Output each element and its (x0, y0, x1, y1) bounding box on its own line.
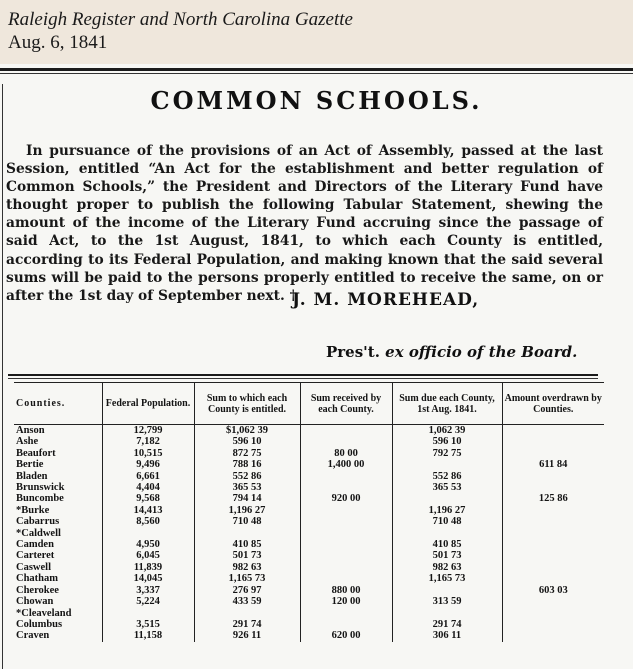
county-name-cell: *Caldwell (16, 527, 61, 539)
table-row (14, 459, 604, 470)
value-cell: 9,496 (102, 459, 194, 470)
table-row (14, 550, 604, 561)
value-cell: 982 63 (194, 562, 300, 573)
value-cell (300, 573, 392, 584)
value-cell: 120 00 (300, 596, 392, 607)
value-cell: 433 59 (194, 596, 300, 607)
table-row (14, 516, 604, 527)
table-row (14, 608, 604, 619)
article-body: In pursuance of the provisions of an Act of Assembly, passed at the last Session, entitled “An Act for the establishment and better regulation of Common Schools,” the President and Directors of the Literary Fund have thought proper to publish the following Tabular Statement, shewing the amount of the income of the Literary Fund accruing since the passage of said Act, to the 1st August, 1841, to which each County is entitled, according to its Federal Population, and making known that the said several sums will be paid to the persons properly entitled to receive the same, on or after the 1st day of September next. † (6, 143, 603, 304)
table-row (14, 505, 604, 516)
table-rule-thin (8, 378, 598, 379)
value-cell: 313 59 (392, 596, 502, 607)
caption-box (0, 0, 633, 64)
value-cell: 710 48 (392, 516, 502, 527)
county-name-cell: Cabarrus (16, 516, 60, 528)
newspaper-clipping (0, 64, 633, 669)
county-name-cell: Camden (16, 539, 54, 551)
county-name-cell: Buncombe (16, 493, 64, 505)
county-name-cell: Cherokee (16, 584, 59, 596)
table-row (14, 436, 604, 447)
table-row (14, 448, 604, 459)
value-cell: 3,515 (102, 619, 194, 630)
value-cell (300, 505, 392, 516)
value-cell: 11,839 (102, 562, 194, 573)
value-cell (502, 448, 604, 459)
value-cell: 6,661 (102, 471, 194, 482)
column-header: Sum due each County, 1st Aug. 1841. (392, 383, 502, 425)
table-row (14, 573, 604, 584)
value-cell (300, 425, 392, 437)
value-cell (300, 562, 392, 573)
caption-date: Aug. 6, 1841 (8, 32, 108, 53)
value-cell (502, 630, 604, 641)
table-row (14, 471, 604, 482)
table-row (14, 539, 604, 550)
value-cell: 788 16 (194, 459, 300, 470)
table-row (14, 585, 604, 596)
value-cell: 1,062 39 (392, 425, 502, 437)
value-cell (300, 619, 392, 630)
table-body (14, 425, 604, 642)
county-name-cell: Bertie (16, 459, 44, 471)
value-cell: 80 00 (300, 448, 392, 459)
signature-title (326, 343, 577, 361)
value-cell: 1,196 27 (392, 505, 502, 516)
value-cell: 603 03 (502, 585, 604, 596)
value-cell (392, 528, 502, 539)
county-name-cell: *Cleaveland (16, 607, 72, 619)
table-row (14, 482, 604, 493)
value-cell: 9,568 (102, 493, 194, 504)
county-name-cell: Bladen (16, 470, 48, 482)
column-edge (2, 84, 3, 669)
value-cell: 365 53 (194, 482, 300, 493)
value-cell (502, 596, 604, 607)
caption-title: Raleigh Register and North Carolina Gazette (8, 9, 353, 30)
value-cell: 365 53 (392, 482, 502, 493)
value-cell: 872 75 (194, 448, 300, 459)
value-cell: 1,165 73 (392, 573, 502, 584)
value-cell: 4,950 (102, 539, 194, 550)
county-name-cell: Columbus (16, 618, 63, 630)
column-header: Federal Population. (102, 383, 194, 425)
table-row (14, 425, 604, 437)
value-cell: 611 84 (502, 459, 604, 470)
value-cell (300, 482, 392, 493)
value-cell: 4,404 (102, 482, 194, 493)
value-cell (300, 539, 392, 550)
value-cell (502, 482, 604, 493)
county-name-cell: Anson (16, 425, 45, 436)
county-name-cell: Caswell (16, 561, 51, 573)
value-cell (392, 585, 502, 596)
county-name-cell: Beaufort (16, 447, 56, 459)
table-row (14, 630, 604, 641)
table-row (14, 596, 604, 607)
value-cell: 410 85 (392, 539, 502, 550)
county-name-cell: Ashe (16, 436, 39, 448)
county-table-wrap (14, 382, 604, 642)
value-cell (502, 550, 604, 561)
value-cell (300, 471, 392, 482)
value-cell: 552 86 (392, 471, 502, 482)
top-rule (0, 68, 633, 71)
table-row (14, 528, 604, 539)
table-header-row (14, 383, 604, 425)
value-cell: 291 74 (392, 619, 502, 630)
value-cell (300, 608, 392, 619)
signature-title-rest: ex officio of the Board. (379, 343, 578, 361)
table-row (14, 562, 604, 573)
value-cell: 596 10 (392, 436, 502, 447)
value-cell: 410 85 (194, 539, 300, 550)
value-cell (502, 619, 604, 630)
value-cell: 982 63 (392, 562, 502, 573)
value-cell: 501 73 (392, 550, 502, 561)
value-cell (502, 573, 604, 584)
value-cell: 794 14 (194, 493, 300, 504)
column-header: Sum to which each County is entitled. (194, 383, 300, 425)
value-cell (502, 539, 604, 550)
value-cell (392, 459, 502, 470)
value-cell: 3,337 (102, 585, 194, 596)
value-cell: 501 73 (194, 550, 300, 561)
value-cell (392, 608, 502, 619)
value-cell (300, 516, 392, 527)
value-cell: 1,165 73 (194, 573, 300, 584)
county-name-cell: *Burke (16, 504, 50, 516)
county-name-cell: Chowan (16, 596, 54, 608)
value-cell: 710 48 (194, 516, 300, 527)
value-cell: 1,400 00 (300, 459, 392, 470)
value-cell: 11,158 (102, 630, 194, 641)
value-cell: 14,413 (102, 505, 194, 516)
value-cell: 920 00 (300, 493, 392, 504)
value-cell: 926 11 (194, 630, 300, 641)
value-cell (502, 471, 604, 482)
value-cell (502, 516, 604, 527)
value-cell (502, 425, 604, 437)
signature-title-prefix: Pres't. (326, 343, 380, 361)
value-cell: 620 00 (300, 630, 392, 641)
table-rule (8, 374, 598, 376)
value-cell: 125 86 (502, 493, 604, 504)
value-cell: 12,799 (102, 425, 194, 437)
value-cell (102, 608, 194, 619)
value-cell: 291 74 (194, 619, 300, 630)
county-table (14, 382, 604, 642)
column-header: Sum received by each County. (300, 383, 392, 425)
county-name-cell: Craven (16, 630, 50, 642)
top-rule-thin (0, 73, 633, 74)
value-cell (502, 436, 604, 447)
value-cell: 5,224 (102, 596, 194, 607)
value-cell (300, 550, 392, 561)
value-cell (502, 528, 604, 539)
article-heading: COMMON SCHOOLS. (150, 86, 483, 115)
value-cell: 6,045 (102, 550, 194, 561)
value-cell: 7,182 (102, 436, 194, 447)
signature-name: J. M. MOREHEAD, (292, 290, 480, 310)
value-cell: 276 97 (194, 585, 300, 596)
county-name-cell: Brunswick (16, 482, 65, 494)
value-cell: $1,062 39 (194, 425, 300, 437)
county-name-cell: Chatham (16, 573, 59, 585)
value-cell (300, 436, 392, 447)
value-cell (502, 608, 604, 619)
value-cell (194, 608, 300, 619)
value-cell: 880 00 (300, 585, 392, 596)
value-cell (102, 528, 194, 539)
value-cell: 306 11 (392, 630, 502, 641)
value-cell: 552 86 (194, 471, 300, 482)
value-cell (392, 493, 502, 504)
value-cell (194, 528, 300, 539)
value-cell: 1,196 27 (194, 505, 300, 516)
value-cell: 14,045 (102, 573, 194, 584)
value-cell: 596 10 (194, 436, 300, 447)
table-row (14, 493, 604, 504)
value-cell (502, 562, 604, 573)
table-row (14, 619, 604, 630)
value-cell: 792 75 (392, 448, 502, 459)
county-name-cell: Carteret (16, 550, 55, 562)
column-header: Counties. (14, 383, 102, 425)
value-cell: 10,515 (102, 448, 194, 459)
value-cell: 8,560 (102, 516, 194, 527)
value-cell (300, 528, 392, 539)
value-cell (502, 505, 604, 516)
column-header: Amount overdrawn by Counties. (502, 383, 604, 425)
